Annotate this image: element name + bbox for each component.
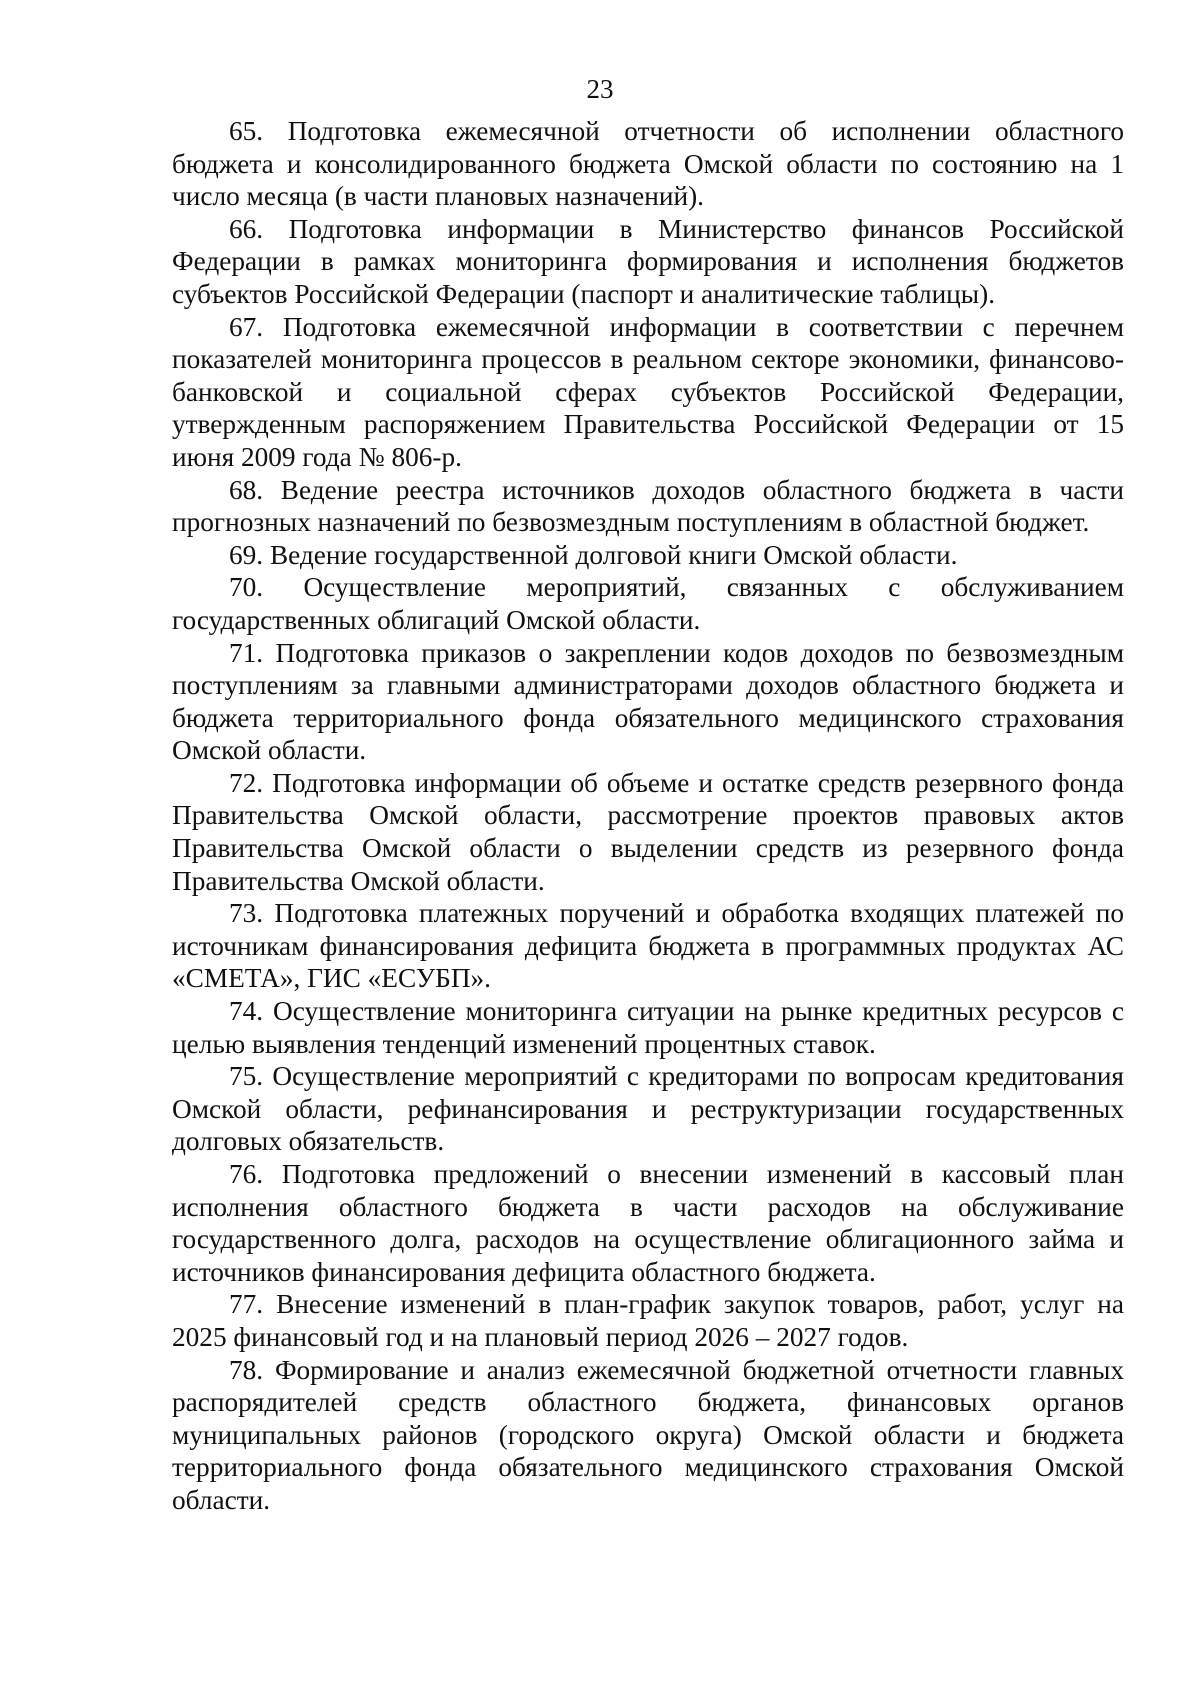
item-text: Подготовка ежемесячной информации в соответствии с перечнем показателей мониторинга процессов в реальном секторе экономики, финансово-банковской и социальной сферах субъектов Российской Федерации, утвержденным распоряжением Правительства Российской Федерации от 15 июня 2009 года № 806-р. xyxy=(172,311,1124,472)
item-text: Осуществление мероприятий с кредиторами по вопросам кредитования Омской области, рефинансирования и реструктуризации государственных долговых обязательств. xyxy=(172,1061,1124,1157)
list-item-67 xyxy=(172,311,1124,474)
list-item-76 xyxy=(172,1158,1124,1288)
item-number: 73. xyxy=(229,898,264,929)
item-number: 76. xyxy=(229,1159,264,1189)
list-item-69 xyxy=(172,539,1124,572)
item-number: 78. xyxy=(229,1354,264,1385)
item-text: Осуществление мониторинга ситуации на рынке кредитных ресурсов с целью выявления тенденций изменений процентных ставок. xyxy=(172,996,1125,1059)
item-text: Подготовка платежных поручений и обработка входящих платежей по источникам финансирования дефицита бюджета в программных продуктах АС «СМЕТА», ГИС «ЕСУБП». xyxy=(172,898,1124,994)
item-number: 70. xyxy=(229,572,264,603)
page-number: 23 xyxy=(586,74,614,104)
list-item-78 xyxy=(172,1354,1124,1517)
item-number: 65. xyxy=(229,116,264,146)
list-item-72 xyxy=(172,767,1124,897)
item-text: Осуществление мероприятий, связанных с обслуживанием государственных облигаций Омской области. xyxy=(172,572,1124,635)
list-item-68 xyxy=(172,474,1124,539)
item-number: 74. xyxy=(229,996,264,1027)
item-text: Подготовка ежемесячной отчетности об исполнении областного бюджета и консолидированного бюджета Омской области по состоянию на 1 число месяца (в части плановых назначений). xyxy=(172,116,1124,212)
item-number: 66. xyxy=(229,213,264,244)
item-number: 75. xyxy=(229,1061,264,1092)
list-item-71 xyxy=(172,637,1124,767)
item-text: Подготовка информации об объеме и остатке средств резервного фонда Правительства Омской области, рассмотрение проектов правовых актов Правительства Омской области о выделении средств из резервного фонда Правительства Омской области. xyxy=(172,767,1124,896)
list-item-74 xyxy=(172,995,1124,1060)
item-text: Ведение реестра источников доходов областного бюджета в части прогнозных назначений по безвозмездным поступлениям в областной бюджет. xyxy=(172,474,1124,538)
item-number: 67. xyxy=(229,311,264,342)
item-number: 69. xyxy=(229,539,264,570)
document-body xyxy=(172,115,1124,1517)
list-item-73 xyxy=(172,897,1124,995)
list-item-77 xyxy=(172,1288,1124,1353)
list-item-65 xyxy=(172,115,1124,213)
item-number: 77. xyxy=(229,1289,264,1320)
item-number: 72. xyxy=(229,767,264,798)
item-text: Подготовка приказов о закреплении кодов доходов по безвозмездным поступлениям за главными администраторами доходов областного бюджета и бюджета территориального фонда обязательного медицинского страхования Омской области. xyxy=(172,637,1124,766)
item-text: Формирование и анализ ежемесячной бюджетной отчетности главных распорядителей средств областного бюджета, финансовых органов муниципальных районов (городского округа) Омской области и бюджета территориального фонда обязательного медицинского страхования Омской области. xyxy=(172,1354,1125,1515)
item-number: 68. xyxy=(229,474,264,505)
item-text: Подготовка предложений о внесении изменений в кассовый план исполнения областного бюджета в части расходов на обслуживание государственного долга, расходов на осуществление облигационного займа и источников финансирования дефицита областного бюджета. xyxy=(172,1159,1124,1287)
item-text: Внесение изменений в план-график закупок товаров, работ, услуг на 2025 финансовый год и на плановый период 2026 – 2027 годов. xyxy=(172,1289,1124,1352)
list-item-66 xyxy=(172,213,1124,311)
list-item-75 xyxy=(172,1060,1124,1158)
item-number: 71. xyxy=(229,637,264,668)
list-item-70 xyxy=(172,571,1124,636)
item-text: Подготовка информации в Министерство финансов Российской Федерации в рамках мониторинга формирования и исполнения бюджетов субъектов Российской Федерации (паспорт и аналитические таблицы). xyxy=(172,213,1124,309)
item-text: Ведение государственной долговой книги Омской области. xyxy=(269,539,958,570)
